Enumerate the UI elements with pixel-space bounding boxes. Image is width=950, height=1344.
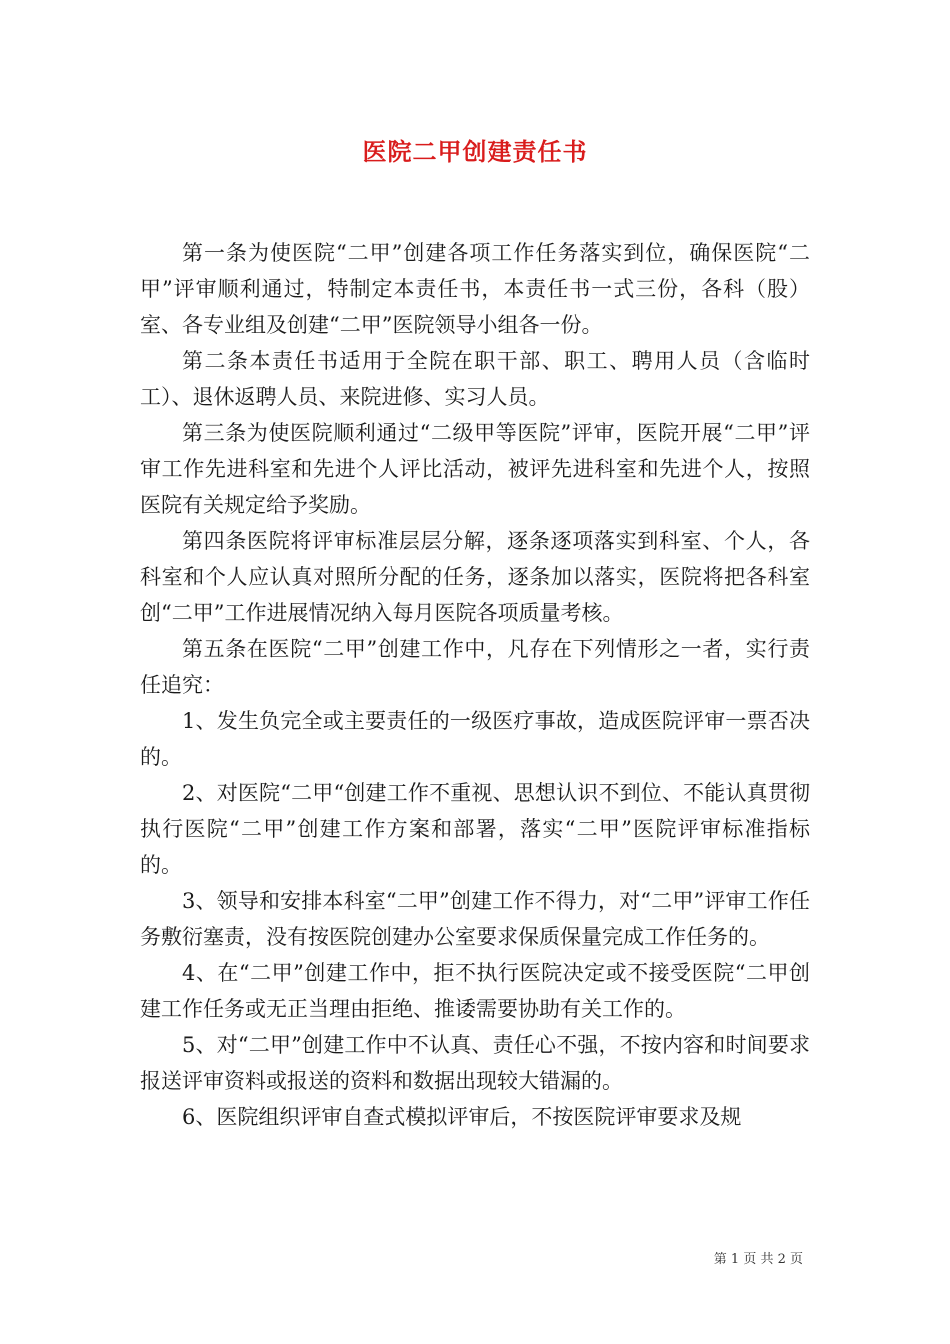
paragraph-item-4: 4、在“二甲”创建工作中，拒不执行医院决定或不接受医院“二甲创建工作任务或无正当理由拒绝、推诿需要协助有关工作的。 [140, 961, 810, 1021]
paragraph-item-2: 2、对医院“二甲“创建工作不重视、思想认识不到位、不能认真贯彻执行医院“二甲”创建工作方案和部署，落实“二甲”医院评审标准指标的。 [140, 781, 810, 877]
paragraph-article-4: 第四条医院将评审标准层层分解，逐条逐项落实到科室、个人，各科室和个人应认真对照所分配的任务，逐条加以落实，医院将把各科室创“二甲”工作进展情况纳入每月医院各项质量考核。 [140, 529, 810, 625]
document-body [140, 235, 810, 1135]
paragraph-item-5: 5、对“二甲”创建工作中不认真、责任心不强，不按内容和时间要求报送评审资料或报送的资料和数据出现较大错漏的。 [140, 1033, 810, 1093]
page-number-footer: 第 1 页 共 2 页 [713, 1252, 803, 1267]
paragraph-article-3: 第三条为使医院顺利通过“二级甲等医院”评审，医院开展“二甲”评审工作先进科室和先进个人评比活动，被评先进科室和先进个人，按照医院有关规定给予奖励。 [140, 421, 810, 517]
paragraph-item-1: 1、发生负完全或主要责任的一级医疗事故，造成医院评审一票否决的。 [140, 709, 810, 769]
paragraph-article-5: 第五条在医院“二甲”创建工作中，凡存在下列情形之一者，实行责任追究： [140, 637, 810, 697]
paragraph-item-3: 3、领导和安排本科室“二甲”创建工作不得力，对“二甲”评审工作任务敷衍塞责，没有按医院创建办公室要求保质保量完成工作任务的。 [140, 889, 810, 949]
paragraph-article-2: 第二条本责任书适用于全院在职干部、职工、聘用人员（含临时工）、退休返聘人员、来院进修、实习人员。 [140, 349, 810, 409]
document-title: 医院二甲创建责任书 [362, 137, 588, 166]
paragraph-article-1: 第一条为使医院“二甲”创建各项工作任务落实到位，确保医院“二甲”评审顺利通过，特制定本责任书，本责任书一式三份，各科（股）室、各专业组及创建“二甲”医院领导小组各一份。 [140, 241, 810, 337]
paragraph-item-6: 6、医院组织评审自查式模拟评审后，不按医院评审要求及规 [182, 1105, 742, 1129]
